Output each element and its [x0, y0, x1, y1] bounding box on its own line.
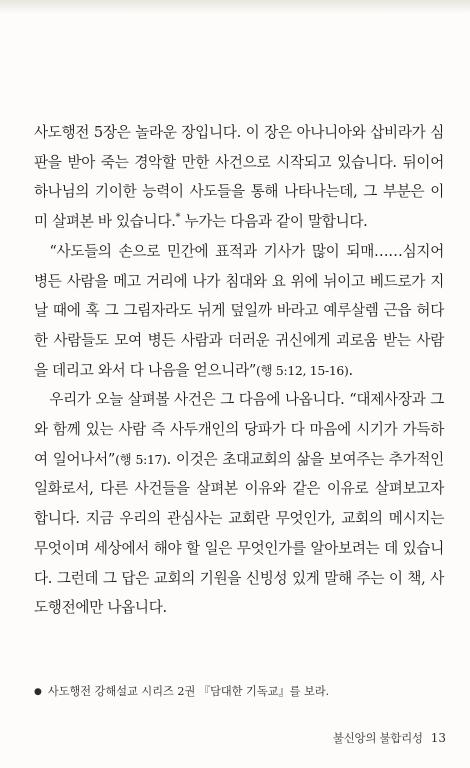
page-top-edge — [0, 0, 470, 14]
paragraph-3 — [34, 385, 444, 623]
paragraph-3-text-end: . 이것은 초대교회의 삶을 보여주는 추가적인 일화로서, 다른 사건들을 살펴본 이유와 같은 이유로 살펴보고자 합니다. 지금 우리의 관심사는 교회란 무엇인가, 교회의 메시지는 무엇이며 세상에서 해야 할 일은 무엇인가를 알아보려는 데 있습니다. 그런데 그 답은 교회의 기원을 신빙성 있게 말해 주는 이 책, 사도행전에만 나옵니다. — [34, 450, 444, 617]
footnote-bullet-icon: ● — [34, 687, 42, 697]
paragraph-2-text: “사도들의 손으로 민간에 표적과 기사가 많이 되매……심지어 병든 사람을 메고 거리에 나가 침대와 요 위에 뉘이고 베드로가 지날 때에 혹 그 그림자라도 뉘게 덮일까 바라고 예루살렘 근읍 허다한 사람들도 모여 병든 사람과 더러운 귀신에게 괴로움 받는 사람을 데리고 와서 다 나음을 얻으니라” — [34, 242, 444, 379]
scripture-citation: (행 5:17) — [115, 451, 167, 467]
scripture-citation: (행 5:12, 15-16) — [256, 362, 349, 378]
paragraph-2-text-end: . — [348, 361, 353, 379]
paragraph-1-text-end: 누가는 다음과 같이 말합니다. — [180, 213, 368, 231]
paragraph-1-text: 사도행전 5장은 놀라운 장입니다. 이 장은 아나니아와 삽비라가 심판을 받아 죽는 경악할 만한 사건으로 시작되고 있습니다. 뒤이어 하나님의 기이한 능력이 사도들을 통해 나타나는데, 그 부분은 이미 살펴본 바 있습니다. — [34, 124, 444, 231]
footnote-reference-mark: * — [175, 212, 181, 224]
footnote — [34, 684, 444, 700]
running-footer — [333, 730, 446, 746]
running-footer-title: 불신앙의 불합리성 — [332, 731, 423, 745]
main-text — [34, 118, 444, 623]
footnote-text: 사도행전 강해설교 시리즈 2권 『담대한 기독교』를 보라. — [47, 685, 330, 698]
page-number: 13 — [430, 731, 446, 745]
paragraph-1 — [34, 118, 444, 237]
paragraph-3-text: 우리가 오늘 살펴볼 사건은 그 다음에 나옵니다. “대제사장과 그와 함께 있는 사람 즉 사두개인의 당파가 다 마음에 시기가 가득하여 일어나서” — [34, 391, 444, 468]
paragraph-2-quotation — [34, 237, 444, 386]
